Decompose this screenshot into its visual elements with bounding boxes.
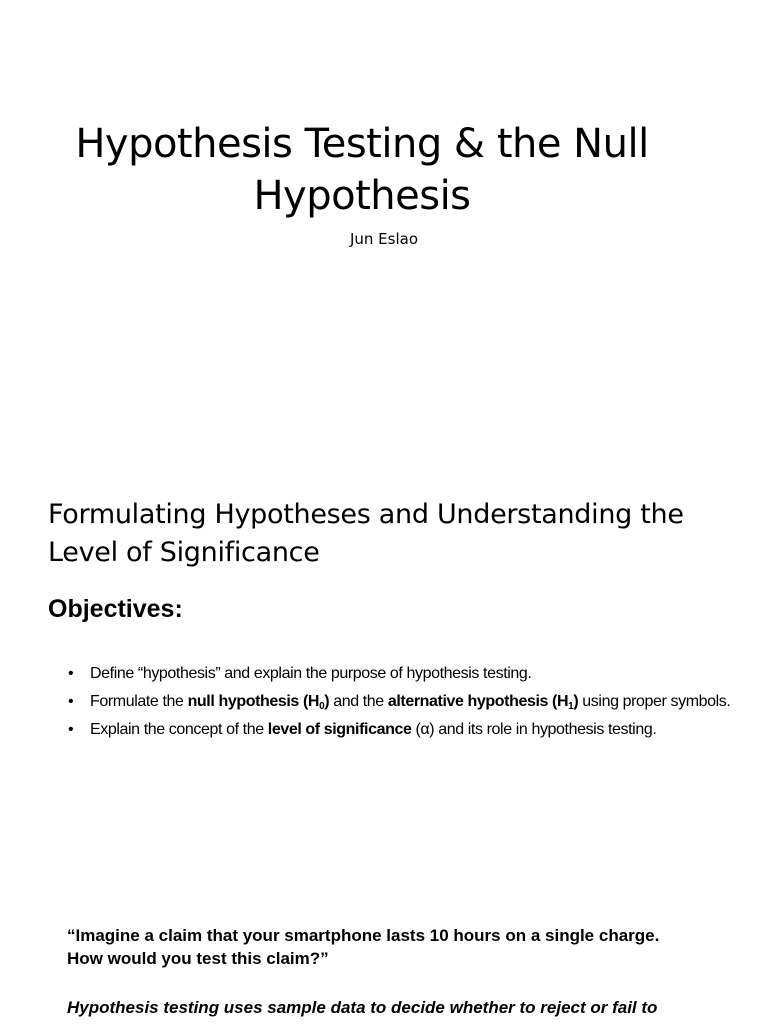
bullet-icon: • <box>68 665 74 682</box>
motivating-question <box>67 924 727 970</box>
objective-text: Define “hypothesis” and explain the purpose of hypothesis testing. <box>90 665 532 682</box>
objective-text: Explain the concept of the <box>90 721 268 738</box>
term-alternative-hypothesis: alternative hypothesis $(H_1)$ <box>387 693 579 712</box>
objectives-heading: Objectives: <box>48 595 183 623</box>
hypothesis-testing-statement: Hypothesis testing uses sample data to decide whether to reject or fail to <box>67 998 658 1017</box>
term-null-hypothesis: null hypothesis $(H_0)$ <box>187 693 330 712</box>
document-title <box>0 118 724 222</box>
objective-item-2 <box>64 688 764 716</box>
section-heading-line-1: Formulating Hypotheses and Understanding the <box>48 499 684 530</box>
section-heading-line-2: Level of Significance <box>48 537 320 568</box>
objective-item-3 <box>64 716 764 744</box>
objectives-list <box>64 660 764 744</box>
quote-line-1: “Imagine a claim that your smartphone lasts 10 hours on a single charge. <box>67 926 660 945</box>
objective-text: (α) and its role in hypothesis testing. <box>411 721 657 738</box>
bullet-icon: • <box>68 721 74 738</box>
objective-text: and the <box>329 693 388 710</box>
quote-line-2: How would you test this claim?” <box>67 949 329 968</box>
objective-text: using proper symbols. <box>578 693 731 710</box>
bullet-icon: • <box>68 693 74 710</box>
section-heading <box>48 496 748 572</box>
title-line-1: Hypothesis Testing & the Null <box>75 121 649 167</box>
objective-item-1 <box>64 660 764 688</box>
title-line-2: Hypothesis <box>253 173 471 219</box>
author-name: Jun Eslao <box>349 230 419 248</box>
term-level-of-significance: level of significance <box>267 721 412 738</box>
objective-text: Formulate the <box>90 693 188 710</box>
